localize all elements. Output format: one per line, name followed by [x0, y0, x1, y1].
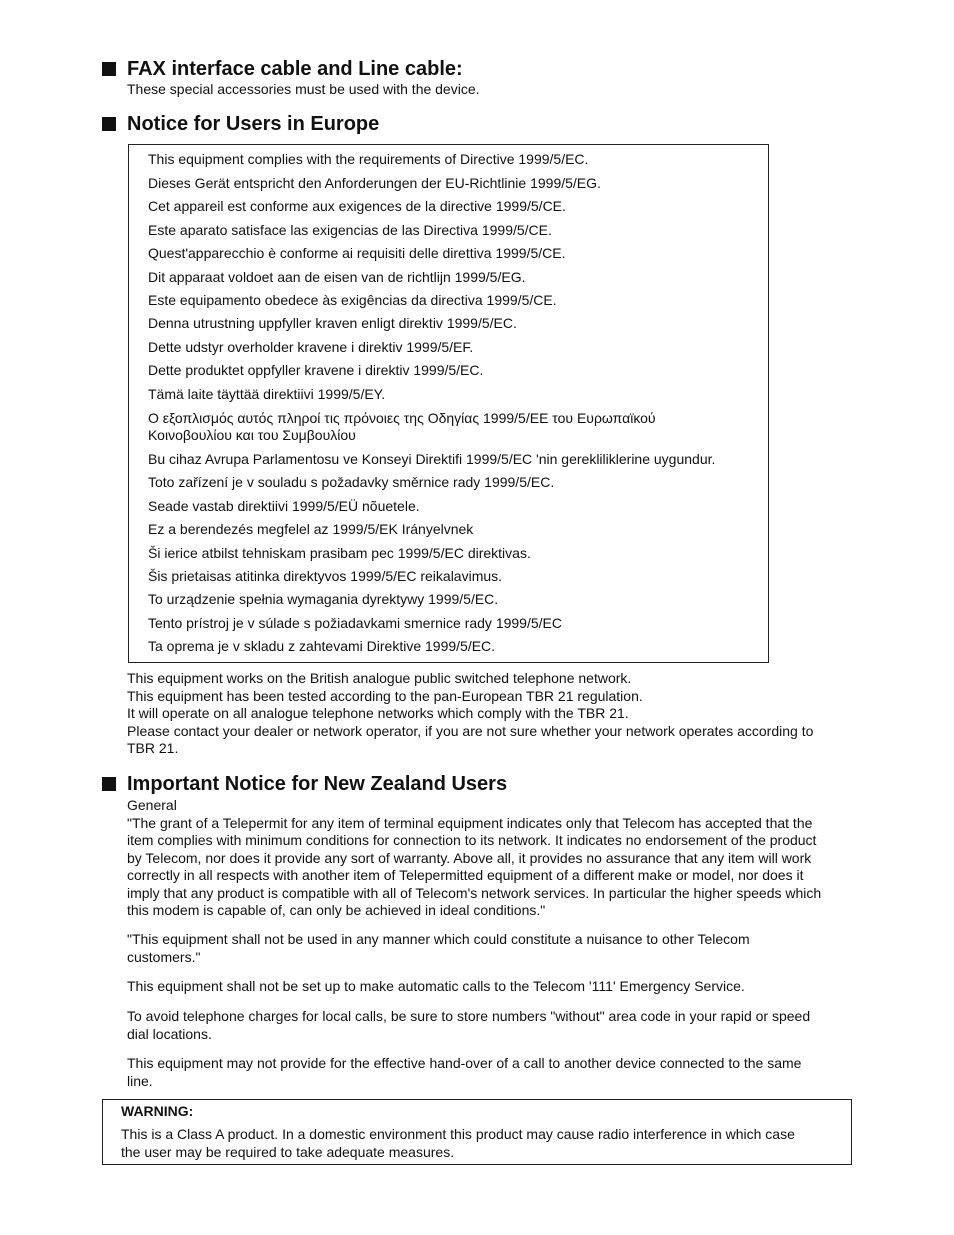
nz-heading-text: Important Notice for New Zealand Users	[127, 773, 508, 795]
nz-paragraph-line: correctly in all respects with another item of Telepermitted equipment of a different make or model, nor does it	[127, 867, 804, 883]
declaration-line: Este aparato satisface las exigencias de las Directiva 1999/5/CE.	[148, 222, 552, 238]
declaration-line: Dette udstyr overholder kravene i direktiv 1999/5/EF.	[148, 339, 474, 355]
nz-paragraph-line: dial locations.	[127, 1025, 212, 1042]
declaration-line: Dit apparaat voldoet aan de eisen van de richtlijn 1999/5/EG.	[148, 269, 526, 285]
declaration-line: Toto zařízení je v souladu s požadavky směrnice rady 1999/5/EC.	[148, 474, 555, 490]
fax-section-text: These special accessories must be used with the device.	[127, 81, 480, 97]
nz-paragraph-line: "The grant of a Telepermit for any item of terminal equipment indicates only that Telecom has accepted that the	[127, 814, 813, 831]
nz-paragraph-line: this modem is capable of, can only be achieved in ideal conditions."	[127, 902, 546, 918]
declaration-line: Denna utrustning uppfyller kraven enligt direktiv 1999/5/EC.	[148, 315, 517, 331]
declaration-line: Tämä laite täyttää direktiivi 1999/5/EY.	[148, 386, 386, 402]
nz-paragraph-4	[127, 1008, 849, 1043]
nz-paragraph-line: line.	[127, 1072, 153, 1089]
nz-paragraph-2	[127, 931, 849, 966]
nz-paragraph-3	[127, 978, 849, 996]
europe-note-line: Please contact your dealer or network operator, if you are not sure whether your network operates according to	[127, 722, 814, 739]
europe-note-line: This equipment works on the British analogue public switched telephone network.	[127, 670, 632, 686]
declaration-line: Quest'apparecchio è conforme ai requisiti delle direttiva 1999/5/CE.	[148, 245, 566, 261]
warning-box	[102, 1099, 852, 1165]
europe-notes	[127, 670, 849, 758]
nz-section-heading	[102, 772, 507, 796]
nz-general-label: General	[127, 797, 177, 813]
nz-paragraph-line: To avoid telephone charges for local calls, be sure to store numbers "without" area code in your rapid or speed	[127, 1008, 811, 1024]
nz-paragraph-5	[127, 1055, 849, 1090]
declaration-line: This equipment complies with the requirements of Directive 1999/5/EC.	[148, 151, 589, 167]
warning-line: This is a Class A product. In a domestic environment this product may cause radio interference in which case	[121, 1126, 795, 1142]
fax-heading-text: FAX interface cable and Line cable:	[127, 58, 463, 80]
declaration-line: Cet appareil est conforme aux exigences de la directive 1999/5/CE.	[148, 198, 566, 214]
nz-paragraph-line: item complies with minimum conditions for connection to its network. It indicates no endorsement of the product	[127, 832, 817, 848]
nz-paragraph-line: This equipment shall not be set up to make automatic calls to the Telecom '111' Emergency Service.	[127, 978, 745, 994]
nz-paragraph-line: customers."	[127, 948, 201, 965]
declaration-line: Šis prietaisas atitinka direktyvos 1999/5/EC reikalavimus.	[148, 568, 503, 584]
declaration-line: Ta oprema je v skladu z zahtevami Direktive 1999/5/EC.	[148, 638, 496, 654]
nz-paragraph-line: "This equipment shall not be used in any manner which could constitute a nuisance to other Telecom	[127, 931, 750, 947]
europe-declaration-box	[128, 144, 769, 663]
europe-section-heading	[102, 112, 379, 136]
declaration-line: Κοινοβουλίου και του Συμβουλίου	[148, 427, 356, 443]
declaration-line: Ši ierice atbilst tehniskam prasibam pec 1999/5/EC direktivas.	[148, 545, 531, 561]
declaration-line: Tento prístroj je v súlade s požiadavkami smernice rady 1999/5/EC	[148, 615, 562, 631]
europe-note-line: This equipment has been tested according to the pan-European TBR 21 regulation.	[127, 687, 643, 704]
declaration-line: Este equipamento obedece às exigências da directiva 1999/5/CE.	[148, 292, 557, 308]
nz-paragraph-line: by Telecom, nor does it provide any sort of warranty. Above all, it provides no assurance that any item will work	[127, 849, 812, 866]
nz-paragraph-line: This equipment may not provide for the effective hand-over of a call to another device connected to the same	[127, 1055, 802, 1071]
warning-title: WARNING:	[121, 1103, 194, 1119]
declaration-line: Dieses Gerät entspricht den Anforderungen der EU-Richtlinie 1999/5/EG.	[148, 175, 601, 191]
europe-heading-text: Notice for Users in Europe	[127, 113, 380, 135]
square-bullet-icon	[102, 62, 116, 76]
square-bullet-icon	[102, 777, 116, 791]
declaration-line: To urządzenie spełnia wymagania dyrektywy 1999/5/EC.	[148, 591, 499, 607]
square-bullet-icon	[102, 117, 116, 131]
warning-line: the user may be required to take adequate measures.	[121, 1143, 455, 1160]
nz-paragraph-line: imply that any product is compatible with all of Telecom's network services. In particular the higher speeds which	[127, 884, 822, 901]
europe-note-line: TBR 21.	[127, 740, 179, 756]
warning-body	[121, 1126, 795, 1161]
declaration-line: Ez a berendezés megfelel az 1999/5/EK Irányelvnek	[148, 521, 474, 537]
europe-note-line: It will operate on all analogue telephone networks which comply with the TBR 21.	[127, 705, 629, 721]
declaration-line: Bu cihaz Avrupa Parlamentosu ve Konseyi Direktifi 1999/5/EC 'nin gerekliliklerine uygundur.	[148, 451, 716, 467]
nz-general-block	[127, 797, 849, 920]
fax-section-heading	[102, 57, 463, 81]
declaration-line: Seade vastab direktiivi 1999/5/EÜ nõuetele.	[148, 498, 420, 514]
declaration-line: Dette produktet oppfyller kravene i direktiv 1999/5/EC.	[148, 362, 484, 378]
declaration-line: Ο εξοπλισμός αυτός πληροί τις πρόνοιες της Οδηγίας 1999/5/ΕΕ του Ευρωπαϊκού	[148, 410, 656, 426]
